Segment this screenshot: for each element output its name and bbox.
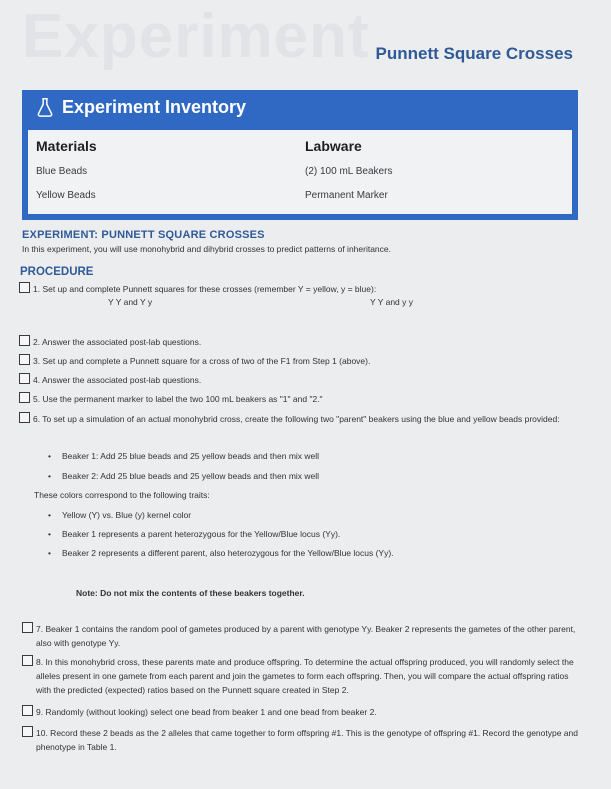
step-text: 2. Answer the associated post-lab questions. <box>33 337 202 347</box>
procedure-heading: PROCEDURE <box>20 266 94 278</box>
step-text: 1. Set up and complete Punnett squares for these crosses (remember Y = yellow, y = blue): <box>33 284 377 294</box>
step-checkbox[interactable] <box>19 335 30 346</box>
step-checkbox[interactable] <box>22 726 33 737</box>
step-text: 4. Answer the associated post-lab questions. <box>33 375 202 385</box>
materials-item: Blue Beads <box>36 166 88 177</box>
watermark-heading: Experiment <box>22 2 370 71</box>
step-text: 8. In this monohybrid cross, these parents mate and produce offspring. To determine the actual offspring produced, you will randomly select the alleles present in one gamete from each parent and join the gametes to form each offspring. Then, you will compare the actual offspring ratios with the predicted (expected) ratios based on the Punnett square created in Step 2. <box>36 657 574 695</box>
experiment-heading: EXPERIMENT: PUNNETT SQUARE CROSSES <box>22 229 265 241</box>
step-checkbox[interactable] <box>22 622 33 633</box>
step-text: 10. Record these 2 beads as the 2 alleles that came together to form offspring #1. This is the genotype of offspring #1. Record the genotype and phenotype in Table 1. <box>36 728 578 752</box>
step-checkbox[interactable] <box>22 705 33 716</box>
flask-icon <box>34 96 56 118</box>
step-checkbox[interactable] <box>19 412 30 423</box>
labware-heading: Labware <box>305 138 362 154</box>
worksheet-page: Experiment Punnett Square Crosses Experiment Inventory Materials Blue Beads Yellow Beads Labware (2) 100 mL Beakers Permanent Marker EXPERIMENT: PUNNETT SQUARE CROSSES In this experiment, you will use monohybrid and dihybrid crosses to predict patterns of inheritance. PROCEDURE 1. Set up and complete Punnett squares for these crosses (remember Y = yellow, y = blue): Y Y and Y y Y Y and y y 2. Answer the associated post-lab questions. 3. Set up and complete a Punnett square for a cross of two of the F1 from Step 1 (above). 4. Answer the associated post-lab questions. 5. Use the permanent marker to label the two 100 mL beakers as "1" and "2." 6. To set up a simulation of an actual monohybrid cross, create the following two "parent" beakers using the blue and yellow beads provided: • Beaker 1: Add 25 blue beads and 25 yellow beads and then mix well • Beaker 2: Add 25 blue beads and 25 yellow beads and then mix well These colors correspond to the following traits: • Yellow (Y) vs. Blue (y) kernel color • Beaker 1 represents a parent heterozygous for the Yellow/Blue locus (Yy). • Beaker 2 represents a different parent, also heterozygous for the Yellow/Blue locus (Yy). Note: Do not mix the contents of these beakers together. 7. Beaker 1 contains the random pool of gametes produced by a parent with genotype Yy. Beaker 2 represents the gametes of the other parent, also with genotype Yy. 8. In this monohybrid cross, these parents mate and produce offspring. To determine the actual offspring produced, you will randomly select the alleles present in one gamete from each parent and join the gametes to form each offspring. Then, you will compare the actual offspring ratios with the predicted (expected) ratios based on the Punnett square created in Step 2. 9. Randomly (without looking) select one bead from beaker 1 and one bead from beaker 2. 10. Record these 2 beads as the 2 alleles that came together to form offspring #1. This is the genotype of offspring #1. Record the genotype and phenotype in Table 1. <box>0 0 611 789</box>
step-checkbox[interactable] <box>19 354 30 365</box>
cross-left: Y Y and Y y <box>108 297 153 307</box>
experiment-intro: In this experiment, you will use monohybrid and dihybrid crosses to predict patterns of inheritance. <box>22 244 391 254</box>
step-text: 7. Beaker 1 contains the random pool of gametes produced by a parent with genotype Yy. Beaker 2 represents the gametes of the other parent, also with genotype Yy. <box>36 624 576 648</box>
step-text: 3. Set up and complete a Punnett square for a cross of two of the F1 from Step 1 (above). <box>33 356 371 366</box>
labware-item: (2) 100 mL Beakers <box>305 166 393 177</box>
inventory-title: Experiment Inventory <box>62 96 247 117</box>
inventory-box <box>22 124 578 220</box>
note-text: Note: Do not mix the contents of these beakers together. <box>76 588 305 598</box>
step-text: 6. To set up a simulation of an actual monohybrid cross, create the following two "parent" beakers using the blue and yellow beads provided: <box>33 414 560 424</box>
inventory-header <box>22 90 578 124</box>
cross-right: Y Y and y y <box>370 297 414 307</box>
step-checkbox[interactable] <box>19 282 30 293</box>
step-checkbox[interactable] <box>19 392 30 403</box>
document-title: Punnett Square Crosses <box>375 44 573 63</box>
step-checkbox[interactable] <box>22 655 33 666</box>
traits-intro: These colors correspond to the following traits: <box>34 490 210 500</box>
step-text: 5. Use the permanent marker to label the two 100 mL beakers as "1" and "2." <box>33 394 323 404</box>
step-text: 9. Randomly (without looking) select one bead from beaker 1 and one bead from beaker 2. <box>36 707 377 717</box>
step-checkbox[interactable] <box>19 373 30 384</box>
materials-item: Yellow Beads <box>36 190 96 201</box>
labware-item: Permanent Marker <box>305 190 388 201</box>
materials-heading: Materials <box>36 138 97 154</box>
